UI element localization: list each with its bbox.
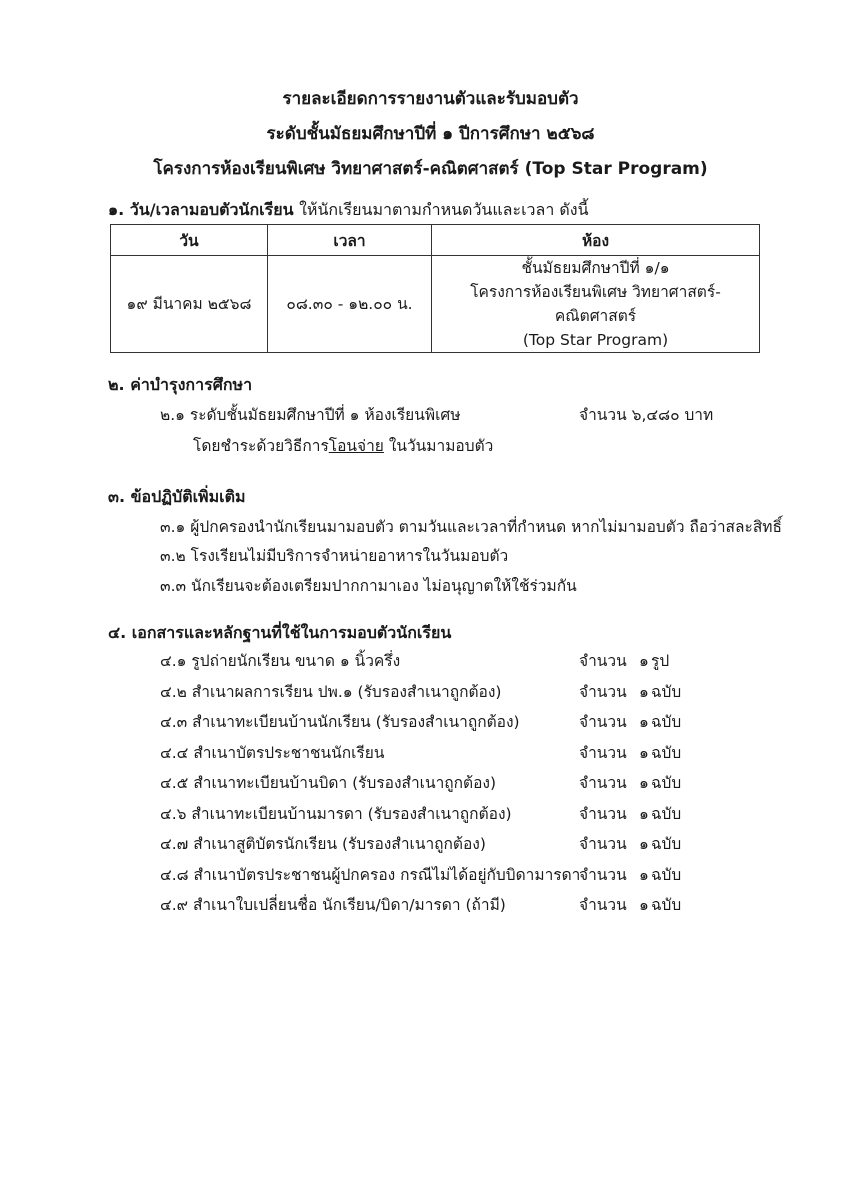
list-item <box>160 709 720 740</box>
schedule-room <box>432 256 760 353</box>
schedule-table <box>110 224 760 353</box>
document-label: ๔.๒ สำเนาผลการเรียน ปพ.๑ (รับรองสำเนาถูกต้อง) <box>160 682 502 701</box>
section-2-heading: ๒. ค่าบำรุงการศึกษา <box>108 375 253 394</box>
documents-list <box>160 648 720 923</box>
list-item <box>160 740 720 771</box>
room-line-2: โครงการห้องเรียนพิเศษ วิทยาศาสตร์-คณิตศาสตร์ <box>470 283 721 325</box>
document-label: ๔.๕ สำเนาทะเบียนบ้านบิดา (รับรองสำเนาถูกต้อง) <box>160 774 497 792</box>
payment-note-pre: โดยชำระด้วยวิธีการ <box>193 437 329 455</box>
count-unit: ฉบับ <box>651 682 682 701</box>
count-unit: ฉบับ <box>651 774 682 792</box>
count-label: จำนวน <box>579 652 627 670</box>
document-label: ๔.๗ สำเนาสูติบัตรนักเรียน (รับรองสำเนาถูกต้อง) <box>160 835 486 853</box>
document-label: ๔.๖ สำเนาทะเบียนบ้านมารดา (รับรองสำเนาถูกต้อง) <box>160 804 512 823</box>
list-item <box>160 648 720 679</box>
count-unit: ฉบับ <box>651 743 682 762</box>
count-unit: ฉบับ <box>651 804 682 823</box>
document-subtitle-grade: ระดับชั้นมัธยมศึกษาปีที่ ๑ ปีการศึกษา ๒๕๖๘ <box>266 124 595 144</box>
schedule-row <box>111 256 760 353</box>
count-unit: ฉบับ <box>651 896 682 914</box>
header-day: วัน <box>111 225 268 256</box>
schedule-day: ๑๙ มีนาคม ๒๕๖๘ <box>111 256 268 353</box>
rule-item: ๓.๓ นักเรียนจะต้องเตรียมปากกามาเอง ไม่อนุญาตให้ใช้ร่วมกัน <box>160 577 577 595</box>
count-label: จำนวน <box>579 682 627 701</box>
schedule-time: ๐๘.๓๐ - ๑๒.๐๐ น. <box>268 256 432 353</box>
document-title: รายละเอียดการรายงานตัวและรับมอบตัว <box>282 89 579 109</box>
count-label: จำนวน <box>579 713 627 731</box>
section-4-heading: ๔. เอกสารและหลักฐานที่ใช้ในการมอบตัวนักเรียน <box>108 623 452 642</box>
count-label: จำนวน <box>579 835 627 853</box>
count-unit: รูป <box>651 652 670 670</box>
count-value: ๑ <box>639 896 649 914</box>
room-line-1: ชั้นมัธยมศึกษาปีที่ ๑/๑ <box>521 259 670 277</box>
list-item <box>160 679 720 710</box>
header-time: เวลา <box>268 225 432 256</box>
section-1-heading <box>108 198 589 223</box>
count-value: ๑ <box>639 652 649 670</box>
room-line-3: (Top Star Program) <box>522 331 669 349</box>
payment-method: โอนจ่าย <box>328 437 384 455</box>
document-subtitle-program: โครงการห้องเรียนพิเศษ วิทยาศาสตร์-คณิตศาสตร์ (Top Star Program) <box>153 159 708 179</box>
document-label: ๔.๙ สำเนาใบเปลี่ยนชื่อ นักเรียน/บิดา/มารดา (ถ้ามี) <box>160 896 506 914</box>
document-label: ๔.๑ รูปถ่ายนักเรียน ขนาด ๑ นิ้วครึ่ง <box>160 652 401 670</box>
schedule-header-row <box>111 225 760 256</box>
section-1-title: ๑. วัน/เวลามอบตัวนักเรียน <box>108 200 294 219</box>
count-value: ๑ <box>639 774 649 792</box>
count-unit: ฉบับ <box>651 865 682 884</box>
count-value: ๑ <box>639 743 649 762</box>
count-value: ๑ <box>639 682 649 701</box>
count-value: ๑ <box>639 713 649 731</box>
document-label: ๔.๔ สำเนาบัตรประชาชนนักเรียน <box>160 743 385 762</box>
header-room: ห้อง <box>432 225 760 256</box>
count-label: จำนวน <box>579 743 627 762</box>
count-label: จำนวน <box>579 896 627 914</box>
fee-item-label: ๒.๑ ระดับชั้นมัธยมศึกษาปีที่ ๑ ห้องเรียนพิเศษ <box>160 406 461 424</box>
list-item <box>160 801 720 832</box>
fee-item-amount: จำนวน ๖,๔๘๐ บาท <box>579 406 714 424</box>
count-label: จำนวน <box>579 865 627 884</box>
count-label: จำนวน <box>579 804 627 823</box>
count-value: ๑ <box>639 804 649 823</box>
list-item <box>160 862 720 893</box>
section-3-heading: ๓. ข้อปฏิบัติเพิ่มเติม <box>108 487 246 506</box>
rule-item: ๓.๑ ผู้ปกครองนำนักเรียนมามอบตัว ตามวันและเวลาที่กำหนด หากไม่มามอบตัว ถือว่าสละสิทธิ์ <box>160 518 782 536</box>
list-item <box>160 892 720 923</box>
count-unit: ฉบับ <box>651 713 682 731</box>
list-item <box>160 770 720 801</box>
section-1-instruction: ให้นักเรียนมาตามกำหนดวันและเวลา ดังนี้ <box>299 200 589 219</box>
payment-note-post: ในวันมามอบตัว <box>383 437 494 455</box>
count-value: ๑ <box>639 865 649 884</box>
list-item <box>160 831 720 862</box>
document-label: ๔.๘ สำเนาบัตรประชาชนผู้ปกครอง กรณีไม่ได้อยู่กับบิดามารดา <box>160 865 581 884</box>
count-value: ๑ <box>639 835 649 853</box>
rule-item: ๓.๒ โรงเรียนไม่มีบริการจำหน่ายอาหารในวันมอบตัว <box>160 547 509 565</box>
count-label: จำนวน <box>579 774 627 792</box>
payment-note <box>193 433 493 458</box>
count-unit: ฉบับ <box>651 835 682 853</box>
document-label: ๔.๓ สำเนาทะเบียนบ้านนักเรียน (รับรองสำเนาถูกต้อง) <box>160 713 520 731</box>
